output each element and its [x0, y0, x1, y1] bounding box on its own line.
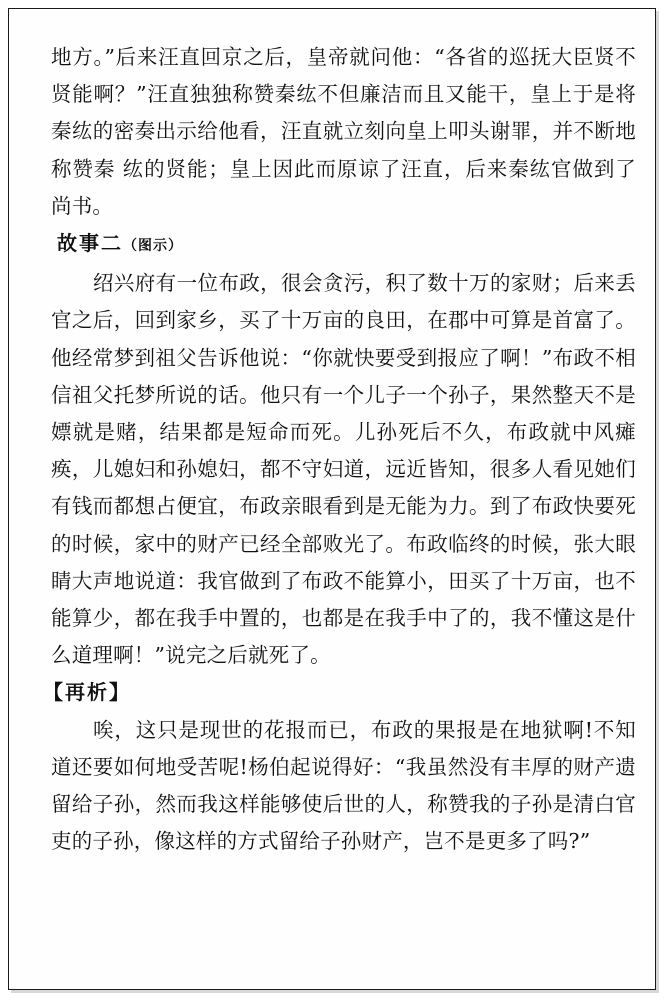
story-heading-tag: （图示）	[123, 238, 183, 255]
analysis-paragraph: 唉，这只是现世的花报而已，布政的果报是在地狱啊!不知道还要如何地受苦呢!杨伯起说得好：“我虽然没有丰厚的财产遗留给子孙，然而我这样能够使后世的人，称赞我的子孙是清白官吏的子孙，像这样的方式留给子孙财产，岂不是更多了吗?”	[51, 717, 636, 854]
story-heading-text: 故事二	[57, 231, 123, 256]
page-frame	[8, 8, 656, 990]
intro-paragraph: 地方。”后来汪直回京之后，皇帝就问他：“各省的巡抚大臣贤不贤能啊？”汪直独独称赞秦纮不但廉洁而且又能干，皇上于是将秦纮的密奏出示给他看，汪直就立刻向皇上叩头谢罪，并不断地称赞秦 纮的贤能；皇上因此而原谅了汪直，后来秦纮官做到了尚书。	[51, 45, 636, 218]
story-paragraph: 绍兴府有一位布政，很会贪污，积了数十万的家财；后来丢官之后，回到家乡，买了十万亩的良田，在郡中可算是首富了。他经常梦到祖父告诉他说：“你就快要受到报应了啊！”布政不相信祖父托梦所说的话。他只有一个儿子一个孙子，果然整天不是嫖就是赌，结果都是短命而死。儿孙死后不久，布政就中风瘫痪，儿媳妇和孙媳妇，都不守妇道，远近皆知，很多人看见她们有钱而都想占便宜，布政亲眼看到是无能为力。到了布政快要死的时候，家中的财产已经全部败光了。布政临终的时候，张大眼睛大声地说道：我官做到了布政不能算小，田买了十万亩，也不能算少，都在我手中置的，也都是在我手中了的，我不懂这是什么道理啊！”说完之后就死了。	[51, 271, 636, 668]
page-content	[43, 39, 636, 860]
story-heading	[51, 225, 636, 265]
analysis-heading: 【再析】	[43, 680, 131, 705]
